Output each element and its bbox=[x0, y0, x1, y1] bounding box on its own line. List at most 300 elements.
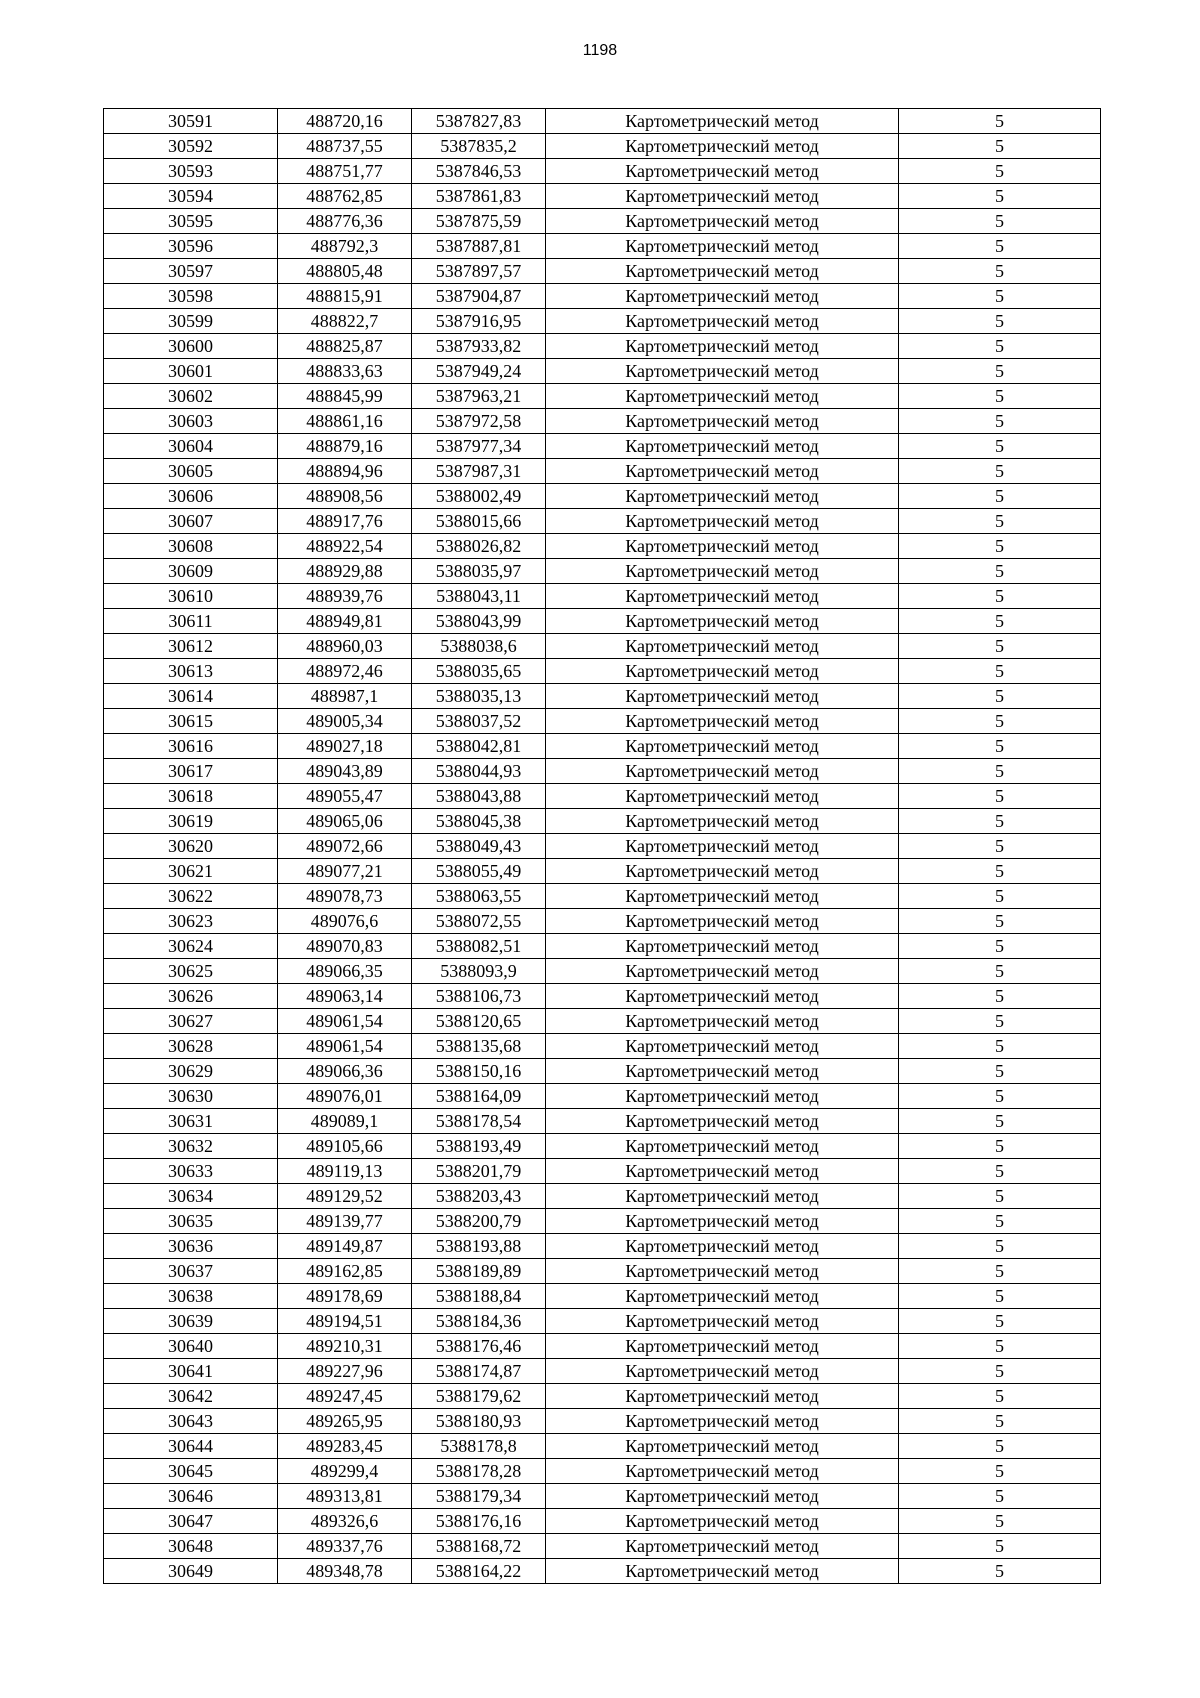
x-coordinate-cell: 489129,52 bbox=[278, 1184, 412, 1209]
accuracy-cell: 5 bbox=[899, 1034, 1101, 1059]
accuracy-cell: 5 bbox=[899, 659, 1101, 684]
accuracy-cell: 5 bbox=[899, 434, 1101, 459]
method-cell: Картометрический метод bbox=[546, 259, 899, 284]
method-cell: Картометрический метод bbox=[546, 834, 899, 859]
y-coordinate-cell: 5387827,83 bbox=[412, 109, 546, 134]
x-coordinate-cell: 489119,13 bbox=[278, 1159, 412, 1184]
accuracy-cell: 5 bbox=[899, 1209, 1101, 1234]
point-number-cell: 30618 bbox=[104, 784, 278, 809]
x-coordinate-cell: 488815,91 bbox=[278, 284, 412, 309]
method-cell: Картометрический метод bbox=[546, 1209, 899, 1234]
x-coordinate-cell: 488987,1 bbox=[278, 684, 412, 709]
table-row bbox=[104, 1034, 1101, 1059]
accuracy-cell: 5 bbox=[899, 309, 1101, 334]
accuracy-cell: 5 bbox=[899, 709, 1101, 734]
x-coordinate-cell: 489065,06 bbox=[278, 809, 412, 834]
table-row bbox=[104, 809, 1101, 834]
y-coordinate-cell: 5387904,87 bbox=[412, 284, 546, 309]
point-number-cell: 30622 bbox=[104, 884, 278, 909]
accuracy-cell: 5 bbox=[899, 459, 1101, 484]
method-cell: Картометрический метод bbox=[546, 359, 899, 384]
table-row bbox=[104, 1084, 1101, 1109]
table-row bbox=[104, 284, 1101, 309]
table-row bbox=[104, 1009, 1101, 1034]
y-coordinate-cell: 5388035,97 bbox=[412, 559, 546, 584]
method-cell: Картометрический метод bbox=[546, 234, 899, 259]
y-coordinate-cell: 5387963,21 bbox=[412, 384, 546, 409]
x-coordinate-cell: 489337,76 bbox=[278, 1534, 412, 1559]
method-cell: Картометрический метод bbox=[546, 1409, 899, 1434]
point-number-cell: 30648 bbox=[104, 1534, 278, 1559]
table-row bbox=[104, 1134, 1101, 1159]
accuracy-cell: 5 bbox=[899, 1509, 1101, 1534]
table-row bbox=[104, 109, 1101, 134]
method-cell: Картометрический метод bbox=[546, 1184, 899, 1209]
x-coordinate-cell: 489105,66 bbox=[278, 1134, 412, 1159]
point-number-cell: 30636 bbox=[104, 1234, 278, 1259]
method-cell: Картометрический метод bbox=[546, 1434, 899, 1459]
table-row bbox=[104, 384, 1101, 409]
x-coordinate-cell: 489162,85 bbox=[278, 1259, 412, 1284]
y-coordinate-cell: 5387916,95 bbox=[412, 309, 546, 334]
table-row bbox=[104, 1559, 1101, 1584]
point-number-cell: 30605 bbox=[104, 459, 278, 484]
x-coordinate-cell: 489178,69 bbox=[278, 1284, 412, 1309]
accuracy-cell: 5 bbox=[899, 884, 1101, 909]
method-cell: Картометрический метод bbox=[546, 334, 899, 359]
x-coordinate-cell: 489063,14 bbox=[278, 984, 412, 1009]
point-number-cell: 30608 bbox=[104, 534, 278, 559]
accuracy-cell: 5 bbox=[899, 384, 1101, 409]
method-cell: Картометрический метод bbox=[546, 434, 899, 459]
x-coordinate-cell: 489313,81 bbox=[278, 1484, 412, 1509]
x-coordinate-cell: 489055,47 bbox=[278, 784, 412, 809]
coordinates-table bbox=[103, 108, 1101, 1584]
method-cell: Картометрический метод bbox=[546, 984, 899, 1009]
point-number-cell: 30625 bbox=[104, 959, 278, 984]
x-coordinate-cell: 489149,87 bbox=[278, 1234, 412, 1259]
x-coordinate-cell: 488861,16 bbox=[278, 409, 412, 434]
y-coordinate-cell: 5388184,36 bbox=[412, 1309, 546, 1334]
method-cell: Картометрический метод bbox=[546, 1309, 899, 1334]
y-coordinate-cell: 5388044,93 bbox=[412, 759, 546, 784]
table-row bbox=[104, 559, 1101, 584]
table-row bbox=[104, 359, 1101, 384]
x-coordinate-cell: 489078,73 bbox=[278, 884, 412, 909]
point-number-cell: 30620 bbox=[104, 834, 278, 859]
point-number-cell: 30647 bbox=[104, 1509, 278, 1534]
table-row bbox=[104, 909, 1101, 934]
method-cell: Картометрический метод bbox=[546, 384, 899, 409]
y-coordinate-cell: 5387949,24 bbox=[412, 359, 546, 384]
y-coordinate-cell: 5388106,73 bbox=[412, 984, 546, 1009]
point-number-cell: 30607 bbox=[104, 509, 278, 534]
point-number-cell: 30634 bbox=[104, 1184, 278, 1209]
table-row bbox=[104, 1509, 1101, 1534]
table-row bbox=[104, 484, 1101, 509]
x-coordinate-cell: 488720,16 bbox=[278, 109, 412, 134]
table-row bbox=[104, 1109, 1101, 1134]
table-row bbox=[104, 734, 1101, 759]
y-coordinate-cell: 5388180,93 bbox=[412, 1409, 546, 1434]
point-number-cell: 30649 bbox=[104, 1559, 278, 1584]
y-coordinate-cell: 5388150,16 bbox=[412, 1059, 546, 1084]
accuracy-cell: 5 bbox=[899, 1559, 1101, 1584]
x-coordinate-cell: 488792,3 bbox=[278, 234, 412, 259]
method-cell: Картометрический метод bbox=[546, 209, 899, 234]
x-coordinate-cell: 488776,36 bbox=[278, 209, 412, 234]
point-number-cell: 30628 bbox=[104, 1034, 278, 1059]
y-coordinate-cell: 5388193,88 bbox=[412, 1234, 546, 1259]
method-cell: Картометрический метод bbox=[546, 959, 899, 984]
accuracy-cell: 5 bbox=[899, 634, 1101, 659]
accuracy-cell: 5 bbox=[899, 909, 1101, 934]
table-row bbox=[104, 709, 1101, 734]
y-coordinate-cell: 5388179,34 bbox=[412, 1484, 546, 1509]
point-number-cell: 30594 bbox=[104, 184, 278, 209]
accuracy-cell: 5 bbox=[899, 534, 1101, 559]
accuracy-cell: 5 bbox=[899, 1059, 1101, 1084]
table-row bbox=[104, 1359, 1101, 1384]
y-coordinate-cell: 5388178,28 bbox=[412, 1459, 546, 1484]
method-cell: Картометрический метод bbox=[546, 934, 899, 959]
table-row bbox=[104, 309, 1101, 334]
table-row bbox=[104, 1234, 1101, 1259]
method-cell: Картометрический метод bbox=[546, 1034, 899, 1059]
method-cell: Картометрический метод bbox=[546, 459, 899, 484]
point-number-cell: 30635 bbox=[104, 1209, 278, 1234]
accuracy-cell: 5 bbox=[899, 834, 1101, 859]
accuracy-cell: 5 bbox=[899, 1359, 1101, 1384]
method-cell: Картометрический метод bbox=[546, 1009, 899, 1034]
point-number-cell: 30632 bbox=[104, 1134, 278, 1159]
x-coordinate-cell: 489326,6 bbox=[278, 1509, 412, 1534]
y-coordinate-cell: 5388045,38 bbox=[412, 809, 546, 834]
x-coordinate-cell: 489089,1 bbox=[278, 1109, 412, 1134]
x-coordinate-cell: 489043,89 bbox=[278, 759, 412, 784]
table-row bbox=[104, 1484, 1101, 1509]
x-coordinate-cell: 489348,78 bbox=[278, 1559, 412, 1584]
method-cell: Картометрический метод bbox=[546, 1234, 899, 1259]
table-row bbox=[104, 509, 1101, 534]
accuracy-cell: 5 bbox=[899, 184, 1101, 209]
accuracy-cell: 5 bbox=[899, 484, 1101, 509]
accuracy-cell: 5 bbox=[899, 1084, 1101, 1109]
x-coordinate-cell: 488949,81 bbox=[278, 609, 412, 634]
method-cell: Картометрический метод bbox=[546, 1509, 899, 1534]
method-cell: Картометрический метод bbox=[546, 1534, 899, 1559]
y-coordinate-cell: 5388176,46 bbox=[412, 1334, 546, 1359]
accuracy-cell: 5 bbox=[899, 959, 1101, 984]
point-number-cell: 30601 bbox=[104, 359, 278, 384]
x-coordinate-cell: 488805,48 bbox=[278, 259, 412, 284]
y-coordinate-cell: 5388049,43 bbox=[412, 834, 546, 859]
point-number-cell: 30614 bbox=[104, 684, 278, 709]
accuracy-cell: 5 bbox=[899, 984, 1101, 1009]
table-row bbox=[104, 434, 1101, 459]
y-coordinate-cell: 5387987,31 bbox=[412, 459, 546, 484]
table-row bbox=[104, 1284, 1101, 1309]
point-number-cell: 30637 bbox=[104, 1259, 278, 1284]
point-number-cell: 30595 bbox=[104, 209, 278, 234]
x-coordinate-cell: 488845,99 bbox=[278, 384, 412, 409]
accuracy-cell: 5 bbox=[899, 1459, 1101, 1484]
method-cell: Картометрический метод bbox=[546, 784, 899, 809]
accuracy-cell: 5 bbox=[899, 359, 1101, 384]
method-cell: Картометрический метод bbox=[546, 1459, 899, 1484]
method-cell: Картометрический метод bbox=[546, 809, 899, 834]
point-number-cell: 30619 bbox=[104, 809, 278, 834]
method-cell: Картометрический метод bbox=[546, 634, 899, 659]
point-number-cell: 30602 bbox=[104, 384, 278, 409]
y-coordinate-cell: 5388189,89 bbox=[412, 1259, 546, 1284]
table-row bbox=[104, 959, 1101, 984]
method-cell: Картометрический метод bbox=[546, 1134, 899, 1159]
y-coordinate-cell: 5387933,82 bbox=[412, 334, 546, 359]
y-coordinate-cell: 5388168,72 bbox=[412, 1534, 546, 1559]
y-coordinate-cell: 5387835,2 bbox=[412, 134, 546, 159]
accuracy-cell: 5 bbox=[899, 684, 1101, 709]
x-coordinate-cell: 489265,95 bbox=[278, 1409, 412, 1434]
point-number-cell: 30621 bbox=[104, 859, 278, 884]
y-coordinate-cell: 5388164,09 bbox=[412, 1084, 546, 1109]
method-cell: Картометрический метод bbox=[546, 859, 899, 884]
point-number-cell: 30630 bbox=[104, 1084, 278, 1109]
point-number-cell: 30615 bbox=[104, 709, 278, 734]
accuracy-cell: 5 bbox=[899, 1109, 1101, 1134]
table-row bbox=[104, 1334, 1101, 1359]
y-coordinate-cell: 5388164,22 bbox=[412, 1559, 546, 1584]
method-cell: Картометрический метод bbox=[546, 1159, 899, 1184]
accuracy-cell: 5 bbox=[899, 1309, 1101, 1334]
method-cell: Картометрический метод bbox=[546, 409, 899, 434]
point-number-cell: 30616 bbox=[104, 734, 278, 759]
table-row bbox=[104, 659, 1101, 684]
table-row bbox=[104, 1434, 1101, 1459]
x-coordinate-cell: 489227,96 bbox=[278, 1359, 412, 1384]
point-number-cell: 30611 bbox=[104, 609, 278, 634]
table-row bbox=[104, 609, 1101, 634]
table-row bbox=[104, 1409, 1101, 1434]
table-row bbox=[104, 1209, 1101, 1234]
accuracy-cell: 5 bbox=[899, 1134, 1101, 1159]
accuracy-cell: 5 bbox=[899, 1434, 1101, 1459]
y-coordinate-cell: 5387875,59 bbox=[412, 209, 546, 234]
y-coordinate-cell: 5388176,16 bbox=[412, 1509, 546, 1534]
accuracy-cell: 5 bbox=[899, 809, 1101, 834]
method-cell: Картометрический метод bbox=[546, 909, 899, 934]
accuracy-cell: 5 bbox=[899, 734, 1101, 759]
accuracy-cell: 5 bbox=[899, 1334, 1101, 1359]
accuracy-cell: 5 bbox=[899, 1284, 1101, 1309]
method-cell: Картометрический метод bbox=[546, 1384, 899, 1409]
accuracy-cell: 5 bbox=[899, 1534, 1101, 1559]
accuracy-cell: 5 bbox=[899, 934, 1101, 959]
method-cell: Картометрический метод bbox=[546, 709, 899, 734]
method-cell: Картометрический метод bbox=[546, 584, 899, 609]
table-row bbox=[104, 1534, 1101, 1559]
y-coordinate-cell: 5388120,65 bbox=[412, 1009, 546, 1034]
table-row bbox=[104, 159, 1101, 184]
table-row bbox=[104, 409, 1101, 434]
accuracy-cell: 5 bbox=[899, 1184, 1101, 1209]
accuracy-cell: 5 bbox=[899, 1259, 1101, 1284]
table-row bbox=[104, 984, 1101, 1009]
x-coordinate-cell: 488939,76 bbox=[278, 584, 412, 609]
method-cell: Картометрический метод bbox=[546, 1334, 899, 1359]
method-cell: Картометрический метод bbox=[546, 534, 899, 559]
x-coordinate-cell: 488751,77 bbox=[278, 159, 412, 184]
x-coordinate-cell: 488929,88 bbox=[278, 559, 412, 584]
point-number-cell: 30633 bbox=[104, 1159, 278, 1184]
x-coordinate-cell: 489077,21 bbox=[278, 859, 412, 884]
y-coordinate-cell: 5388174,87 bbox=[412, 1359, 546, 1384]
table-row bbox=[104, 684, 1101, 709]
y-coordinate-cell: 5388188,84 bbox=[412, 1284, 546, 1309]
accuracy-cell: 5 bbox=[899, 559, 1101, 584]
point-number-cell: 30610 bbox=[104, 584, 278, 609]
table-row bbox=[104, 1184, 1101, 1209]
x-coordinate-cell: 488822,7 bbox=[278, 309, 412, 334]
y-coordinate-cell: 5388093,9 bbox=[412, 959, 546, 984]
accuracy-cell: 5 bbox=[899, 784, 1101, 809]
table-row bbox=[104, 459, 1101, 484]
x-coordinate-cell: 489027,18 bbox=[278, 734, 412, 759]
x-coordinate-cell: 488894,96 bbox=[278, 459, 412, 484]
y-coordinate-cell: 5388035,65 bbox=[412, 659, 546, 684]
point-number-cell: 30638 bbox=[104, 1284, 278, 1309]
y-coordinate-cell: 5388082,51 bbox=[412, 934, 546, 959]
method-cell: Картометрический метод bbox=[546, 109, 899, 134]
y-coordinate-cell: 5388203,43 bbox=[412, 1184, 546, 1209]
table-row bbox=[104, 884, 1101, 909]
table-row bbox=[104, 784, 1101, 809]
point-number-cell: 30644 bbox=[104, 1434, 278, 1459]
y-coordinate-cell: 5388178,8 bbox=[412, 1434, 546, 1459]
table-row bbox=[104, 184, 1101, 209]
x-coordinate-cell: 489066,36 bbox=[278, 1059, 412, 1084]
y-coordinate-cell: 5387887,81 bbox=[412, 234, 546, 259]
point-number-cell: 30631 bbox=[104, 1109, 278, 1134]
accuracy-cell: 5 bbox=[899, 209, 1101, 234]
x-coordinate-cell: 489072,66 bbox=[278, 834, 412, 859]
point-number-cell: 30640 bbox=[104, 1334, 278, 1359]
accuracy-cell: 5 bbox=[899, 159, 1101, 184]
x-coordinate-cell: 489061,54 bbox=[278, 1009, 412, 1034]
x-coordinate-cell: 489061,54 bbox=[278, 1034, 412, 1059]
accuracy-cell: 5 bbox=[899, 1384, 1101, 1409]
y-coordinate-cell: 5388015,66 bbox=[412, 509, 546, 534]
point-number-cell: 30598 bbox=[104, 284, 278, 309]
point-number-cell: 30617 bbox=[104, 759, 278, 784]
y-coordinate-cell: 5388026,82 bbox=[412, 534, 546, 559]
point-number-cell: 30593 bbox=[104, 159, 278, 184]
accuracy-cell: 5 bbox=[899, 759, 1101, 784]
table-row bbox=[104, 759, 1101, 784]
table-row bbox=[104, 1259, 1101, 1284]
point-number-cell: 30645 bbox=[104, 1459, 278, 1484]
method-cell: Картометрический метод bbox=[546, 284, 899, 309]
page-number: 1198 bbox=[582, 42, 618, 59]
accuracy-cell: 5 bbox=[899, 1234, 1101, 1259]
y-coordinate-cell: 5387897,57 bbox=[412, 259, 546, 284]
table-row bbox=[104, 1059, 1101, 1084]
point-number-cell: 30642 bbox=[104, 1384, 278, 1409]
method-cell: Картометрический метод bbox=[546, 159, 899, 184]
accuracy-cell: 5 bbox=[899, 134, 1101, 159]
point-number-cell: 30641 bbox=[104, 1359, 278, 1384]
accuracy-cell: 5 bbox=[899, 109, 1101, 134]
method-cell: Картометрический метод bbox=[546, 559, 899, 584]
method-cell: Картометрический метод bbox=[546, 484, 899, 509]
x-coordinate-cell: 489283,45 bbox=[278, 1434, 412, 1459]
x-coordinate-cell: 488737,55 bbox=[278, 134, 412, 159]
x-coordinate-cell: 489139,77 bbox=[278, 1209, 412, 1234]
table-row bbox=[104, 834, 1101, 859]
x-coordinate-cell: 488917,76 bbox=[278, 509, 412, 534]
method-cell: Картометрический метод bbox=[546, 309, 899, 334]
y-coordinate-cell: 5387861,83 bbox=[412, 184, 546, 209]
x-coordinate-cell: 489066,35 bbox=[278, 959, 412, 984]
y-coordinate-cell: 5387972,58 bbox=[412, 409, 546, 434]
method-cell: Картометрический метод bbox=[546, 184, 899, 209]
point-number-cell: 30646 bbox=[104, 1484, 278, 1509]
accuracy-cell: 5 bbox=[899, 509, 1101, 534]
y-coordinate-cell: 5388063,55 bbox=[412, 884, 546, 909]
accuracy-cell: 5 bbox=[899, 334, 1101, 359]
point-number-cell: 30627 bbox=[104, 1009, 278, 1034]
y-coordinate-cell: 5388043,11 bbox=[412, 584, 546, 609]
x-coordinate-cell: 488908,56 bbox=[278, 484, 412, 509]
x-coordinate-cell: 489247,45 bbox=[278, 1384, 412, 1409]
method-cell: Картометрический метод bbox=[546, 134, 899, 159]
x-coordinate-cell: 489076,6 bbox=[278, 909, 412, 934]
point-number-cell: 30612 bbox=[104, 634, 278, 659]
method-cell: Картометрический метод bbox=[546, 1559, 899, 1584]
table-row bbox=[104, 634, 1101, 659]
method-cell: Картометрический метод bbox=[546, 1359, 899, 1384]
accuracy-cell: 5 bbox=[899, 259, 1101, 284]
table-row bbox=[104, 1459, 1101, 1484]
method-cell: Картометрический метод bbox=[546, 1059, 899, 1084]
x-coordinate-cell: 489210,31 bbox=[278, 1334, 412, 1359]
table-row bbox=[104, 534, 1101, 559]
x-coordinate-cell: 488972,46 bbox=[278, 659, 412, 684]
table-row bbox=[104, 234, 1101, 259]
method-cell: Картометрический метод bbox=[546, 1084, 899, 1109]
x-coordinate-cell: 489299,4 bbox=[278, 1459, 412, 1484]
method-cell: Картометрический метод bbox=[546, 884, 899, 909]
point-number-cell: 30599 bbox=[104, 309, 278, 334]
x-coordinate-cell: 488922,54 bbox=[278, 534, 412, 559]
accuracy-cell: 5 bbox=[899, 1409, 1101, 1434]
method-cell: Картометрический метод bbox=[546, 1109, 899, 1134]
accuracy-cell: 5 bbox=[899, 859, 1101, 884]
method-cell: Картометрический метод bbox=[546, 734, 899, 759]
table-row bbox=[104, 934, 1101, 959]
point-number-cell: 30629 bbox=[104, 1059, 278, 1084]
y-coordinate-cell: 5388135,68 bbox=[412, 1034, 546, 1059]
point-number-cell: 30592 bbox=[104, 134, 278, 159]
method-cell: Картометрический метод bbox=[546, 1259, 899, 1284]
table-row bbox=[104, 859, 1101, 884]
x-coordinate-cell: 489076,01 bbox=[278, 1084, 412, 1109]
table-row bbox=[104, 1159, 1101, 1184]
table-row bbox=[104, 334, 1101, 359]
y-coordinate-cell: 5388035,13 bbox=[412, 684, 546, 709]
y-coordinate-cell: 5388200,79 bbox=[412, 1209, 546, 1234]
x-coordinate-cell: 489070,83 bbox=[278, 934, 412, 959]
